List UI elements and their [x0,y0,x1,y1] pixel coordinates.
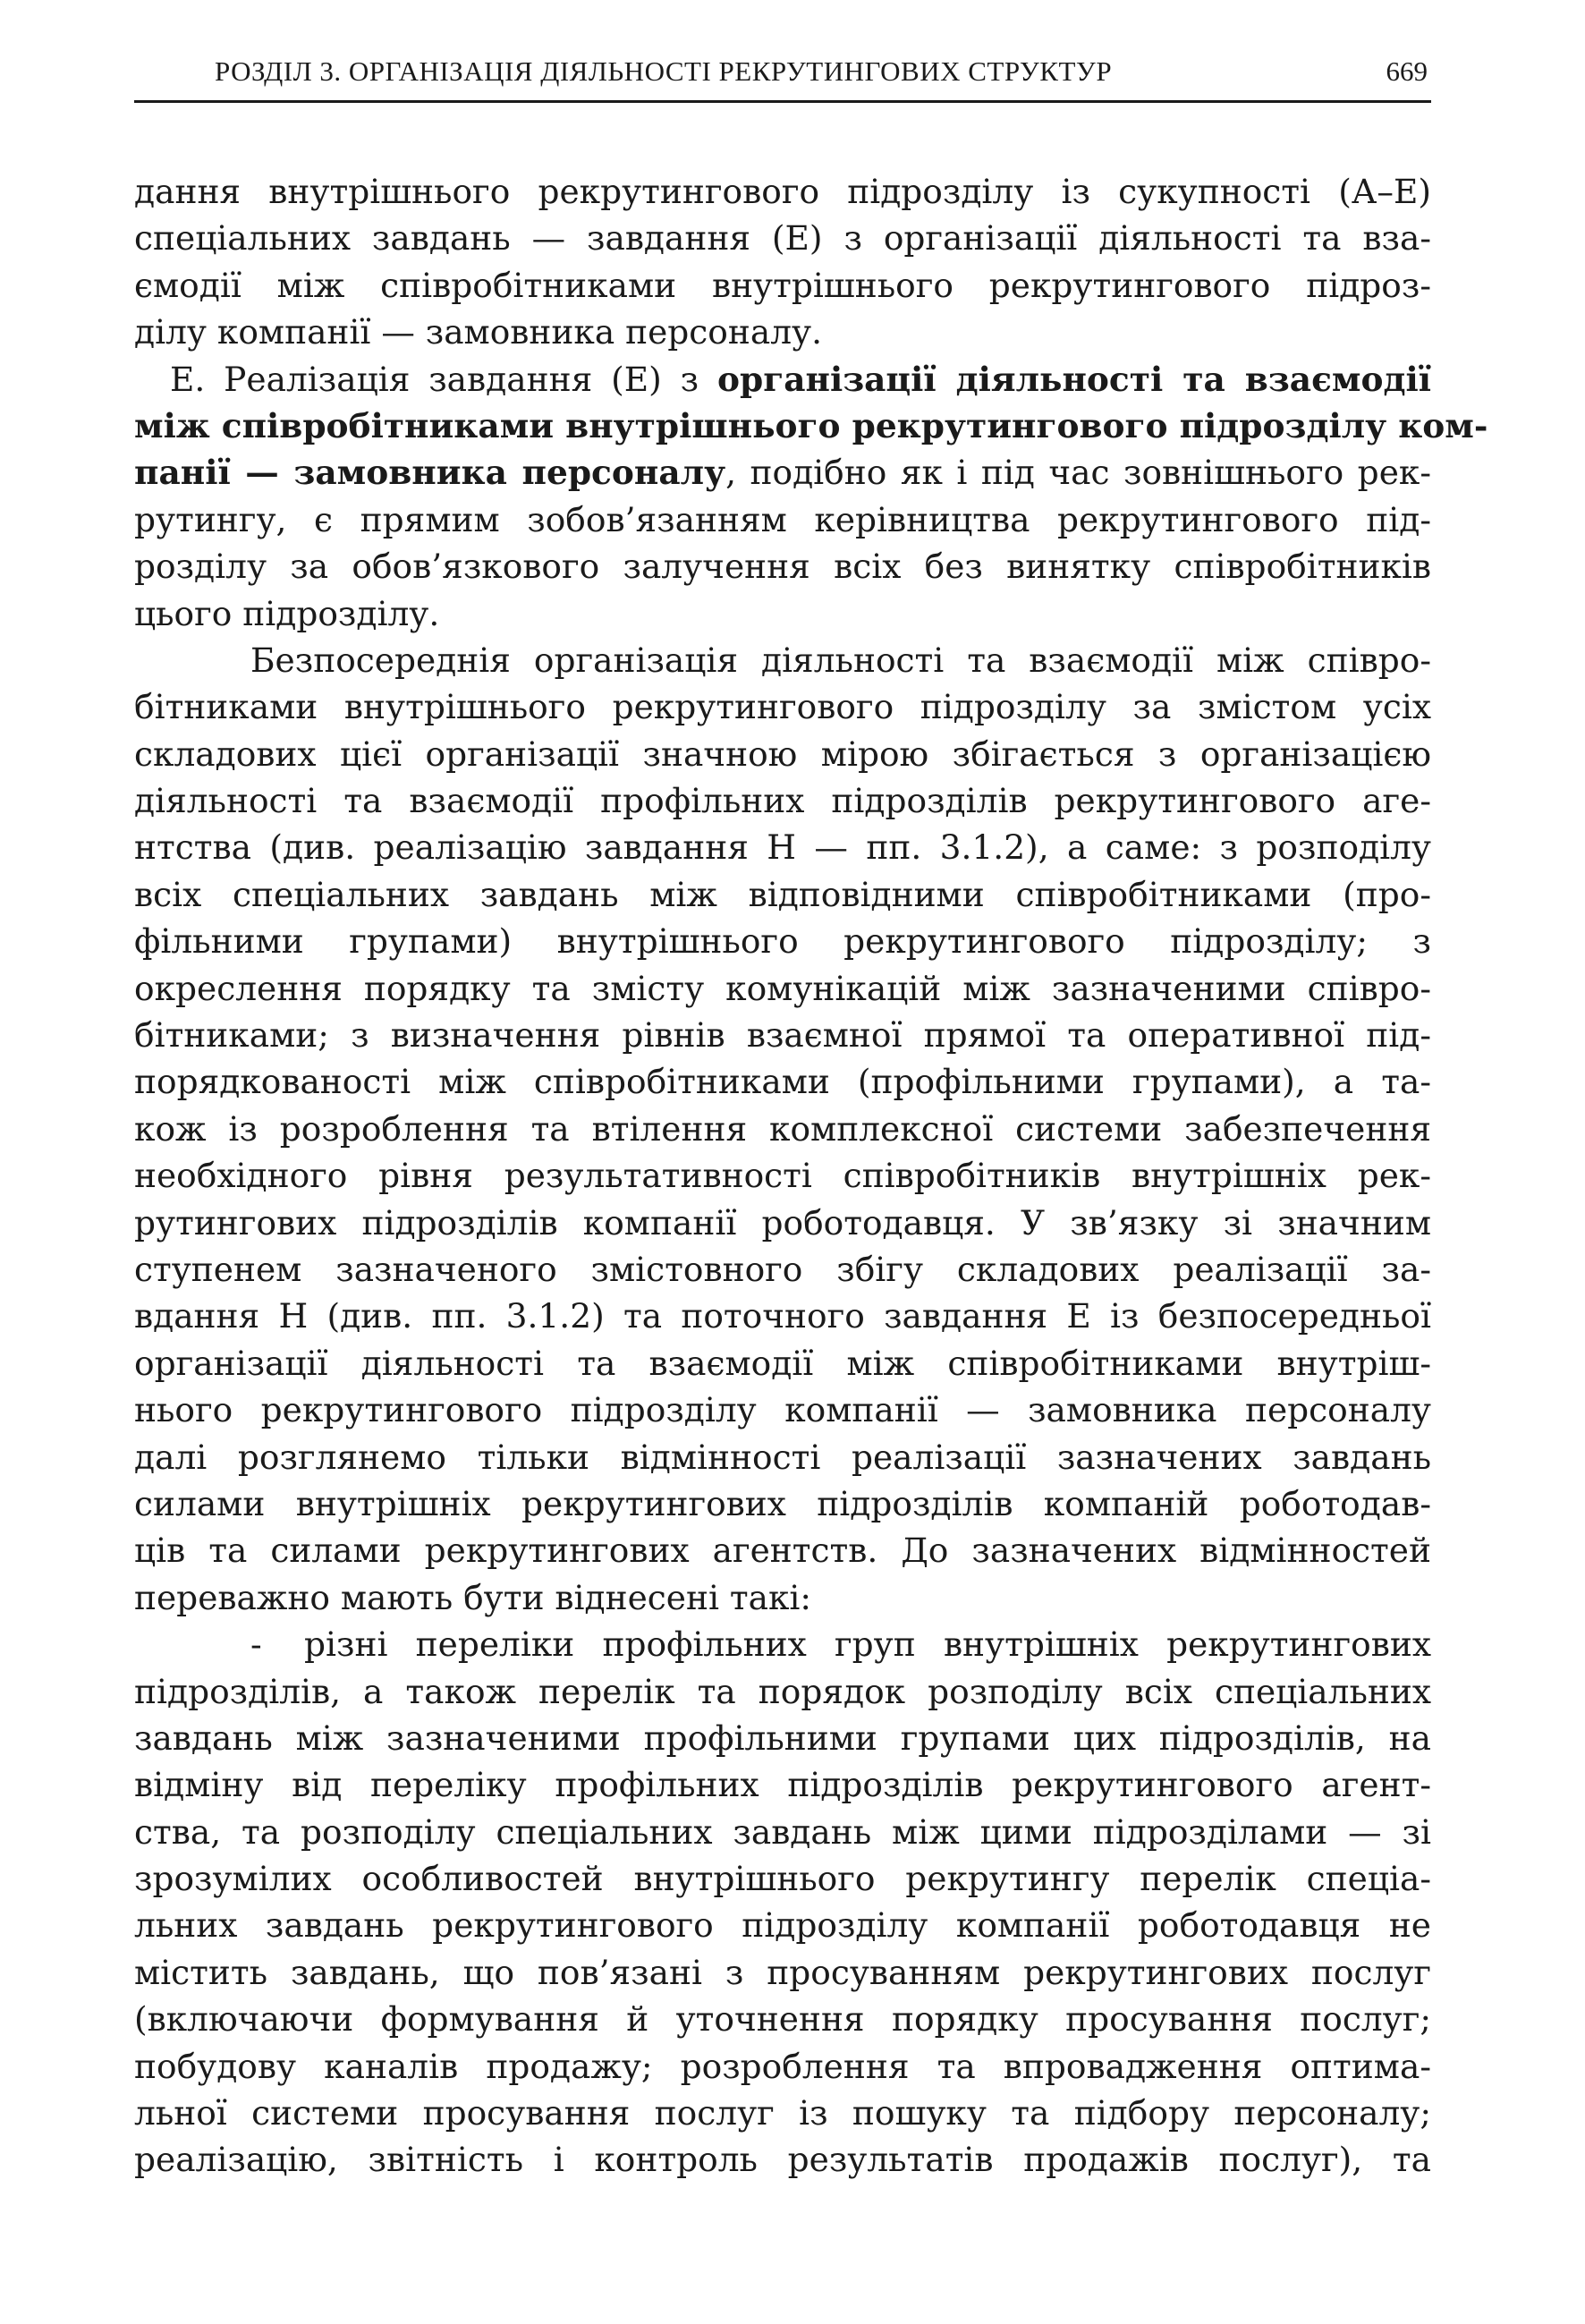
text-line: далі розглянемо тільки відмінності реалізації зазначених завдань [134,1437,1431,1477]
text-line: дання внутрішнього рекрутингового підрозділу із сукупності (А–Е) [134,172,1431,211]
text-line: ділу компанії — замовника персоналу. [134,312,823,352]
bold-run: організації діяльності та взаємодії [716,359,1431,399]
text-line: побудову каналів продажу; розроблення та впровадження оптима- [134,2046,1431,2086]
text-line: необхідного рівня результативності співробітників внутрішніх рек- [134,1156,1431,1196]
text-line [134,449,1431,496]
text-run: , подібно як і під час зовнішнього рек- [725,453,1431,493]
bold-run: між співробітниками внутрішнього рекрутингового підрозділу ком- [134,405,1488,445]
text-line: цього підрозділу. [134,593,440,633]
text-line: льних завдань рекрутингового підрозділу компанії роботодавця не [134,1905,1431,1946]
text-line: ступенем зазначеного змістовного збігу складових реалізації за- [134,1249,1431,1289]
text-line: порядкованості між співробітниками (профільними групами), а та- [134,1062,1431,1102]
text-line: завдань між зазначеними профільними групами цих підрозділів, на [134,1718,1431,1758]
text-line: (включаючи формування й уточнення порядку просування послуг; [134,1999,1431,2040]
text-run: Е. Реалізація завдання (Е) з [170,359,717,399]
text-line: нього рекрутингового підрозділу компанії — замовника персоналу [134,1390,1431,1430]
bold-run: панії — замовника персоналу [134,453,726,493]
text-line: вдання Н (див. пп. 3.1.2) та поточного завдання Е із безпосередньої [134,1296,1431,1336]
text-line: Безпосереднія організація діяльності та взаємодії між співро- [250,640,1431,680]
text-line: відміну від переліку профільних підрозділів рекрутингового агент- [134,1765,1431,1805]
text-line: рутингу, є прямим зобов’язанням керівництва рекрутингового під- [134,499,1431,539]
text-line: ства, та розподілу спеціальних завдань між цими підрозділами — зі [134,1811,1431,1852]
text-line: організації діяльності та взаємодії між співробітниками внутріш- [134,1343,1431,1383]
text-line: ємодії між співробітниками внутрішнього рекрутингового підроз- [134,265,1431,305]
text-line: нтства (див. реалізацію завдання Н — пп. 3.1.2), а саме: з розподілу [134,827,1431,868]
bullet-item [134,1621,1431,2184]
text-line: силами внутрішніх рекрутингових підрозділів компаній роботодав- [134,1483,1431,1523]
text-line: всіх спеціальних завдань між відповідними співробітниками (про- [134,874,1431,914]
text-line: окреслення порядку та змісту комунікацій між зазначеними співро- [134,968,1431,1008]
text-line: переважно мають бути віднесені такі: [134,1577,812,1617]
text-line: реалізацію, звітність і контроль результатів продажів послуг), та [134,2140,1431,2180]
text-line: фільними групами) внутрішнього рекрутингового підрозділу; з [134,921,1431,962]
text-line: зрозумілих особливостей внутрішнього рекрутингу перелік спеціа- [134,1859,1431,1899]
text-line: рутингових підрозділів компанії роботодавця. У зв’язку зі значним [134,1202,1431,1243]
paragraph-continuation [134,168,1431,356]
text-run: різні переліки профільних груп внутрішніх рекрутингових [304,1624,1431,1665]
text-line: розділу за обов’язкового залучення всіх без винятку співробітників [134,547,1431,587]
text-line: ців та силами рекрутингових агентств. До зазначених відмінностей [134,1531,1431,1571]
text-line [134,356,1431,403]
paragraph-organization [134,637,1431,1621]
text-line: кож із розроблення та втілення комплексної системи забезпечення [134,1108,1431,1149]
bullet-marker: - [250,1624,262,1665]
text-line [134,1621,1431,1667]
text-line: складових цієї організації значною мірою збігається з організацією [134,734,1431,774]
text-line: бітниками внутрішнього рекрутингового підрозділу за змістом усіх [134,687,1431,727]
text-line: підрозділів, а також перелік та порядок розподілу всіх спеціальних [134,1671,1431,1711]
text-line: льної системи просування послуг із пошуку та підбору персоналу; [134,2093,1431,2133]
paragraph-task-e [134,356,1488,637]
text-line: діяльності та взаємодії профільних підрозділів рекрутингового аге- [134,781,1431,821]
text-line: бітниками; з визначення рівнів взаємної прямої та оперативної під- [134,1015,1431,1056]
text-line [134,403,1488,449]
text-line: спеціальних завдань — завдання (Е) з організації діяльності та вза- [134,218,1431,259]
chapter-title: РОЗДІЛ 3. ОРГАНІЗАЦІЯ ДІЯЛЬНОСТІ РЕКРУТИНГОВИХ СТРУКТУР [215,55,1113,87]
text-line: містить завдань, що пов’язані з просуванням рекрутингових послуг [134,1952,1431,1992]
body-text [134,168,1488,2184]
running-header [134,55,1431,103]
page-number: 669 [1386,55,1428,87]
